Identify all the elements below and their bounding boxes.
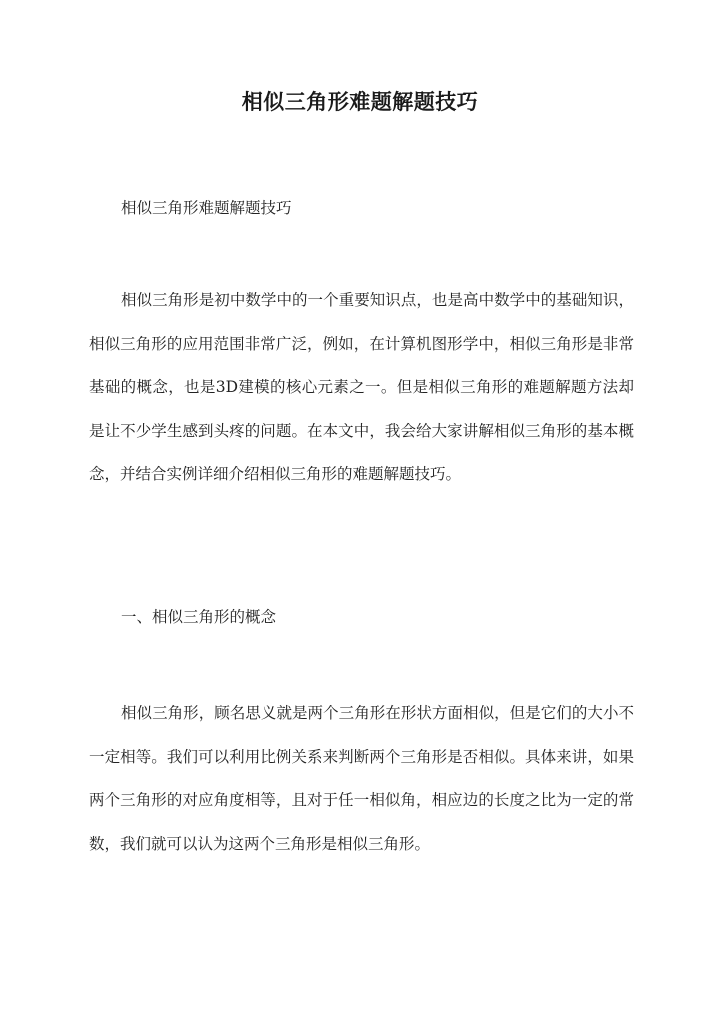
- document-subtitle: 相似三角形难题解题技巧: [121, 199, 292, 217]
- document-title: 相似三角形难题解题技巧: [241, 89, 479, 114]
- section-heading-concept: 一、相似三角形的概念: [121, 608, 277, 626]
- intro-paragraph: 相似三角形是初中数学中的一个重要知识点，也是高中数学中的基础知识，相似三角形的应用范围非常广泛，例如，在计算机图形学中，相似三角形是非常基础的概念，也是3D建模的核心元素之一。但是相似三角形的难题解题方法却是让不少学生感到头疼的问题。在本文中，我会给大家讲解相似三角形的基本概念，并结合实例详细介绍相似三角形的难题解题技巧。: [89, 291, 634, 484]
- concept-paragraph: 相似三角形，顾名思义就是两个三角形在形状方面相似，但是它们的大小不一定相等。我们可以利用比例关系来判断两个三角形是否相似。具体来讲，如果两个三角形的对应角度相等，且对于任一相似角，相应边的长度之比为一定的常数，我们就可以认为这两个三角形是相似三角形。: [89, 704, 634, 853]
